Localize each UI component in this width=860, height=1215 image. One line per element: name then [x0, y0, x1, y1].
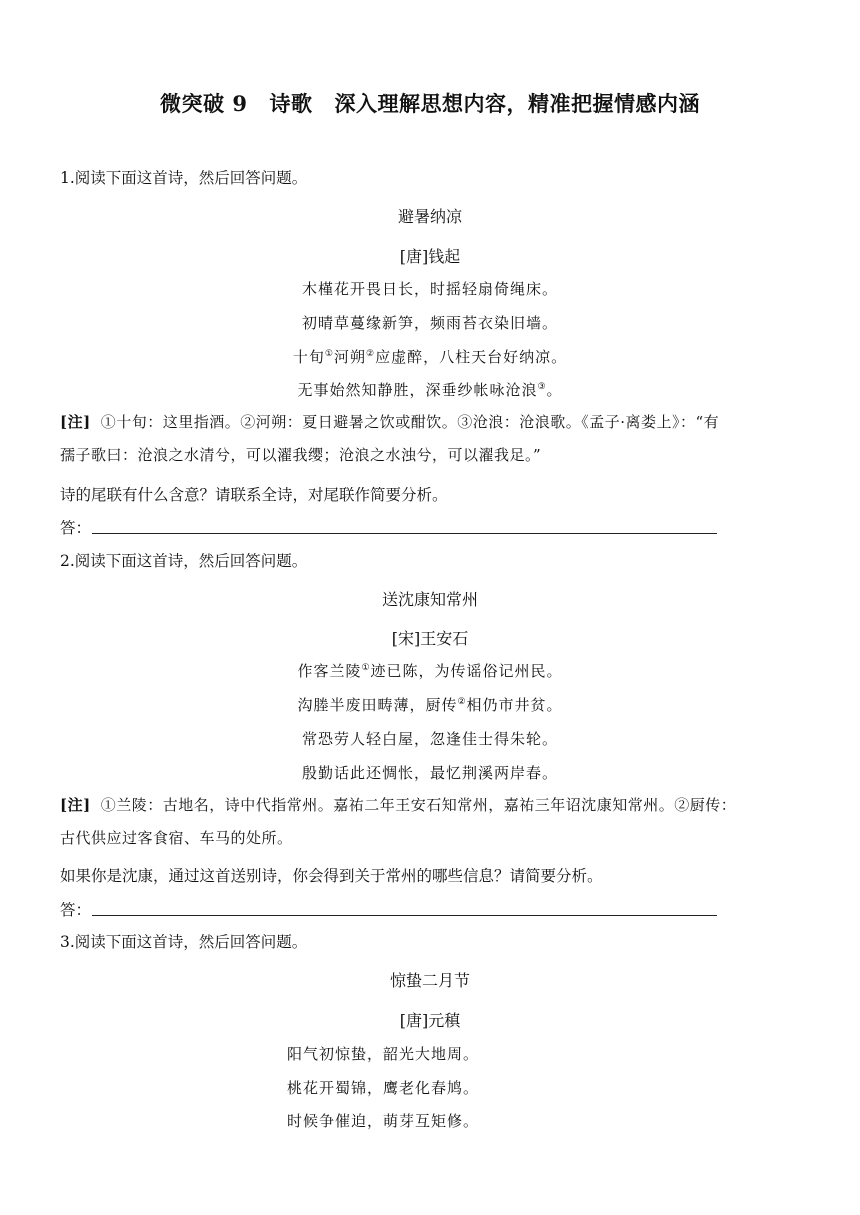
poem-1-line [0, 278, 860, 299]
title-topic: 深入理解思想内容，精准把握情感内涵 [334, 91, 700, 116]
text-segment: 阳气初惊蛰，韶光大地周。 [287, 1045, 480, 1063]
text-segment: 木槿花开畏日长，时摇轻扇倚绳床。 [301, 280, 558, 298]
text-segment: 。 [546, 381, 563, 399]
poem-2-line [0, 728, 860, 749]
text-segment: 殷勤话此还惆怅，最忆荆溪两岸春。 [301, 764, 558, 782]
poem-2-title: 送沈康知常州 [381, 590, 478, 609]
poem-1-title: 避暑纳凉 [397, 207, 462, 226]
text-segment: 初晴草蔓缘新笋，频雨苔衣染旧墙。 [301, 314, 558, 332]
poem-2-author: [宋]王安石 [391, 629, 469, 648]
footnote-marker: ② [457, 697, 467, 707]
poem-3-line [287, 1077, 479, 1098]
text-segment: 桃花开蜀锦，鹰老化春鸠。 [287, 1079, 480, 1097]
text-segment: 相仍市井贫。 [466, 696, 563, 714]
text-segment: 十旬 [292, 348, 325, 366]
poem-1-author: [唐]钱起 [399, 247, 461, 266]
text-segment: 迹已陈，为传谣俗记州民。 [370, 662, 563, 680]
title-section: 微突破 9 [160, 91, 248, 116]
footnote-marker: ② [366, 349, 376, 359]
question-2-prompt: 2.阅读下面这首诗，然后回答问题。 [60, 552, 308, 570]
page-title [0, 88, 860, 118]
question-2-ask: 如果你是沈康，通过这首送别诗，你会得到关于常州的哪些信息？请简要分析。 [60, 867, 603, 885]
text-segment: 沟塍半废田畴薄，厨传 [297, 696, 458, 714]
poem-1-line [0, 312, 860, 333]
text-segment: 时候争催迫，萌芽互矩修。 [287, 1112, 480, 1130]
poem-3-line [287, 1110, 479, 1131]
answer-label: 答： [60, 901, 92, 919]
question-3-prompt: 3.阅读下面这首诗，然后回答问题。 [60, 933, 308, 951]
text-segment: 应虚醉，八柱天台好纳凉。 [375, 348, 568, 366]
text-segment: 河朔 [333, 348, 366, 366]
question-1-answer-line [60, 516, 91, 538]
text-segment: 孺子歌曰：沧浪之水清兮，可以濯我缨；沧浪之水浊兮，可以濯我足。” [60, 446, 542, 464]
footnote-marker: ① [361, 663, 371, 673]
poem-3-line [287, 1043, 479, 1064]
question-1-ask: 诗的尾联有什么含意？请联系全诗，对尾联作简要分析。 [60, 486, 448, 504]
title-genre: 诗歌 [269, 91, 313, 116]
note-tag: [注] [60, 413, 91, 431]
text-segment: 古代供应过客食宿、车马的处所。 [60, 829, 293, 847]
poem-1-line [0, 346, 860, 367]
poem-3-title: 惊蛰二月节 [389, 971, 470, 990]
poem-3-author: [唐]元稹 [399, 1011, 461, 1030]
question-1-prompt: 1.阅读下面这首诗，然后回答问题。 [60, 169, 308, 187]
footnote-marker: ① [324, 349, 334, 359]
footnote-marker: ③ [537, 382, 547, 392]
poem-2-line [0, 762, 860, 783]
question-1-note [60, 406, 805, 472]
text-segment: 常恐劳人轻白屋，忽逢佳士得朱轮。 [301, 730, 558, 748]
text-segment: ①兰陵：古地名，诗中代指常州。嘉祐二年王安石知常州，嘉祐三年诏沈康知常州。②厨传： [100, 796, 737, 814]
question-2-answer-line [60, 898, 91, 920]
poem-2-line [0, 694, 860, 715]
note-tag: [注] [60, 796, 91, 814]
answer-label: 答： [60, 519, 92, 537]
poem-1-line [0, 379, 860, 400]
poem-2-line [0, 660, 860, 681]
text-segment: ①十旬：这里指酒。②河朔：夏日避暑之饮或酣饮。③沧浪：沧浪歌。《孟子·离娄上》：“有 [100, 413, 720, 431]
text-segment: 无事始然知静胜，深垂纱帐咏沧浪 [297, 381, 538, 399]
text-segment: 作客兰陵 [297, 662, 362, 680]
question-2-note [60, 789, 805, 855]
